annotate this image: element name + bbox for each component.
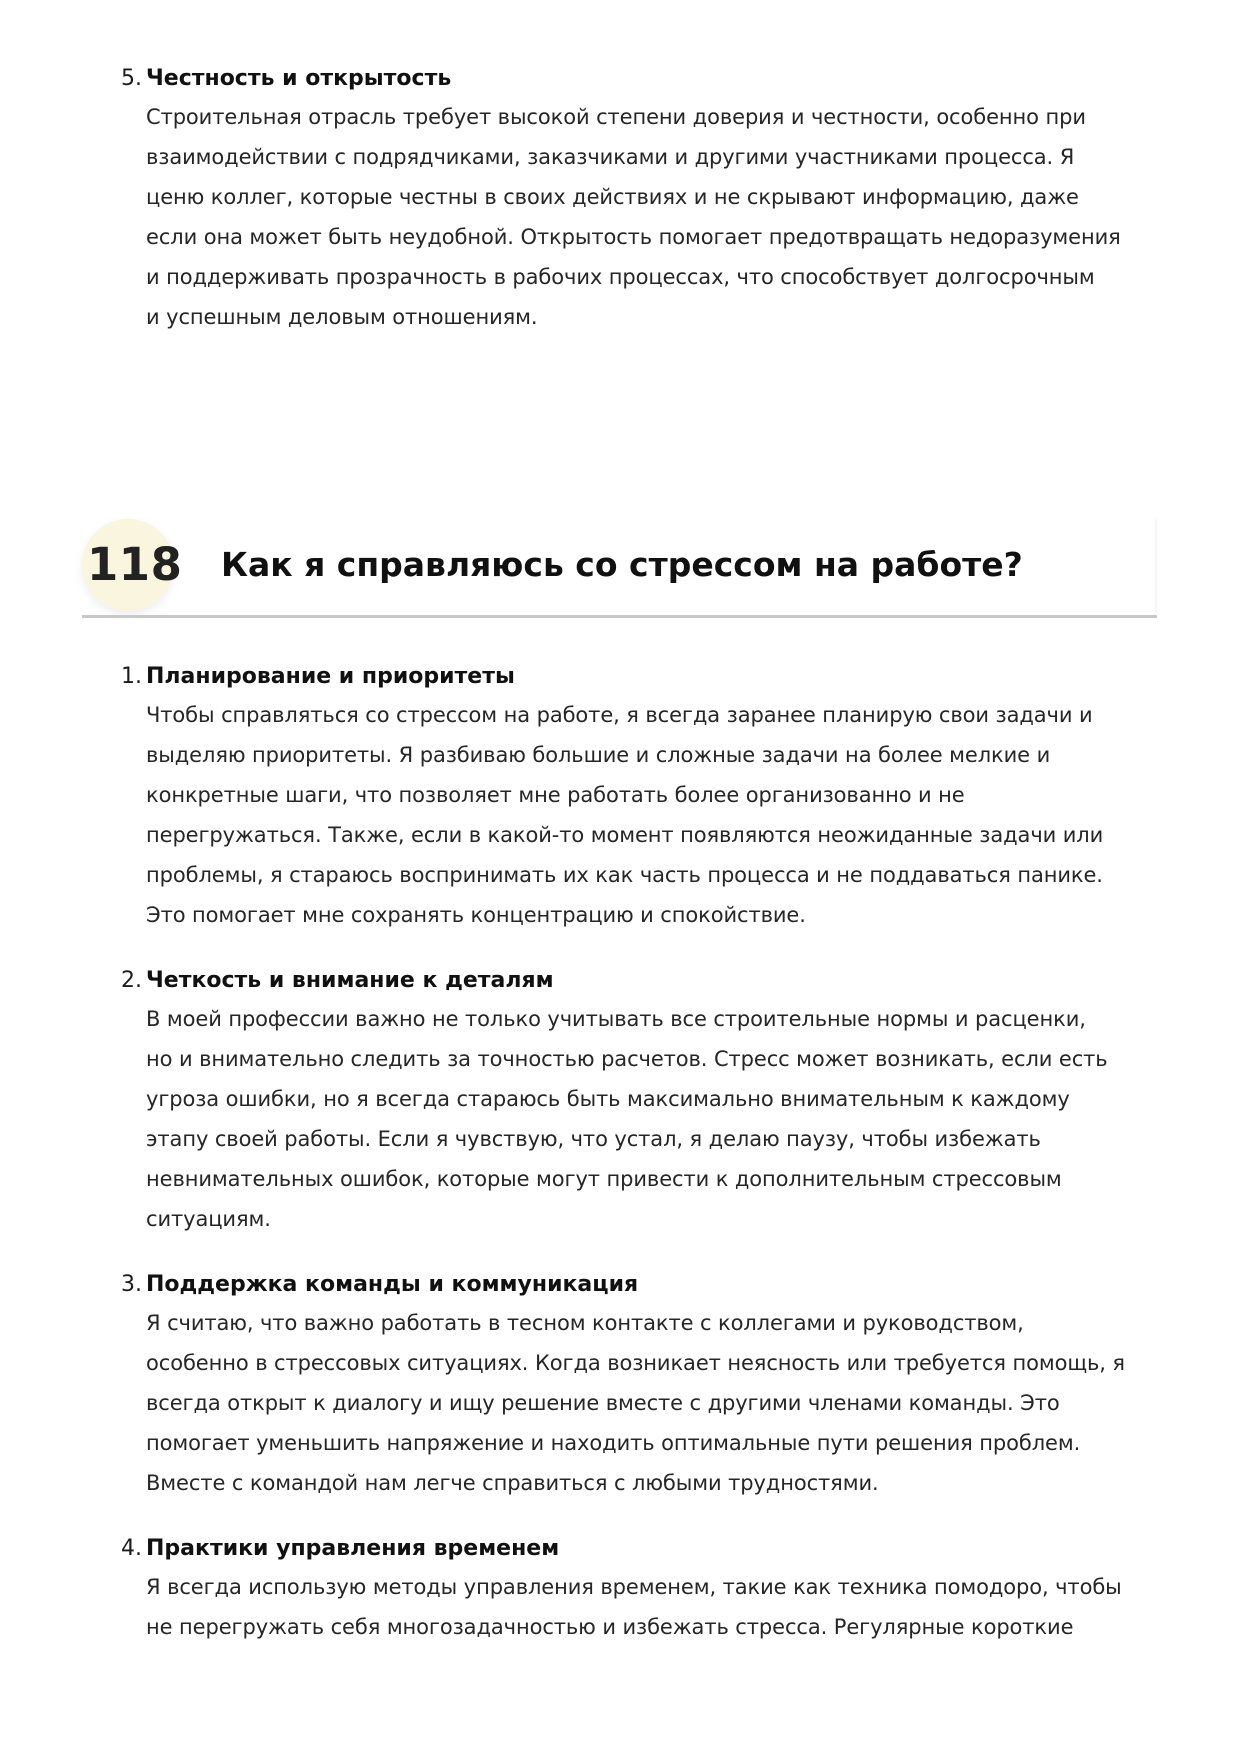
body-line: В моей профессии важно не только учитывать все строительные нормы и расценки, [146, 1007, 1086, 1031]
body-line: всегда открыт к диалогу и ищу решение вместе с другими членами команды. Это [146, 1391, 1060, 1415]
body-line: помогает уменьшить напряжение и находить оптимальные пути решения проблем. [146, 1431, 1081, 1455]
list-item-number: 5. [121, 66, 142, 91]
list-item-body [116, 1567, 1166, 1647]
body-line: ценю коллег, которые честны в своих действиях и не скрывают информацию, даже [146, 185, 1079, 209]
body-line: этапу своей работы. Если я чувствую, что устал, я делаю паузу, чтобы избежать [146, 1127, 1041, 1151]
body-line: если она может быть неудобной. Открытость помогает предотвращать недоразумения [146, 225, 1121, 249]
section-title: Как я справляюсь со стрессом на работе? [221, 545, 1023, 584]
list-item-body [116, 97, 1166, 337]
list-item-body [116, 1303, 1166, 1503]
list-item-body [116, 695, 1166, 935]
list-item-title: Поддержка команды и коммуникация [146, 1272, 639, 1297]
section-header-edge [1154, 519, 1157, 613]
body-line: и успешным деловым отношениям. [146, 305, 538, 329]
body-line: особенно в стрессовых ситуациях. Когда возникает неясность или требуется помощь, я [146, 1351, 1125, 1375]
list-item-title: Планирование и приоритеты [146, 664, 515, 689]
list-item-title: Честность и открытость [146, 66, 452, 91]
body-line: но и внимательно следить за точностью расчетов. Стресс может возникать, если есть [146, 1047, 1108, 1071]
list-item-time-management [116, 1531, 1166, 1647]
body-line: не перегружать себя многозадачностью и избежать стресса. Регулярные короткие [146, 1615, 1074, 1639]
body-line: невнимательных ошибок, которые могут привести к дополнительным стрессовым [146, 1167, 1062, 1191]
list-item-number: 3. [121, 1272, 142, 1297]
section-number: 118 [87, 538, 183, 591]
body-line: выделяю приоритеты. Я разбиваю большие и сложные задачи на более мелкие и [146, 743, 1051, 767]
section-number-badge [82, 519, 183, 611]
list-item-number: 1. [121, 664, 142, 689]
body-line: Вместе с командой нам легче справиться с любыми трудностями. [146, 1471, 879, 1495]
section-divider [82, 615, 1157, 618]
list-item-header [116, 1531, 1166, 1567]
body-line: проблемы, я стараюсь воспринимать их как часть процесса и не поддаваться панике. [146, 863, 1103, 887]
body-line: и поддерживать прозрачность в рабочих процессах, что способствует долгосрочным [146, 265, 1095, 289]
section-header [82, 519, 1162, 619]
body-line: Я считаю, что важно работать в тесном контакте с коллегами и руководством, [146, 1311, 1024, 1335]
body-line: Это помогает мне сохранять концентрацию и спокойствие. [146, 903, 806, 927]
list-item-title: Практики управления временем [146, 1536, 560, 1561]
list-item-honesty [116, 61, 1166, 337]
body-line: Строительная отрасль требует высокой степени доверия и честности, особенно при [146, 105, 1086, 129]
list-item-header [116, 1267, 1166, 1303]
body-line: Я всегда использую методы управления временем, такие как техника помодоро, чтобы [146, 1575, 1122, 1599]
list-item-planning [116, 659, 1166, 935]
list-item-precision [116, 963, 1166, 1239]
body-line: ситуациям. [146, 1207, 271, 1231]
list-item-team-support [116, 1267, 1166, 1503]
list-item-number: 4. [121, 1536, 142, 1561]
list-item-body [116, 999, 1166, 1239]
list-item-number: 2. [121, 968, 142, 993]
list-item-header [116, 659, 1166, 695]
body-line: Чтобы справляться со стрессом на работе, я всегда заранее планирую свои задачи и [146, 703, 1093, 727]
list-item-header [116, 61, 1166, 97]
list-item-header [116, 963, 1166, 999]
body-line: угроза ошибки, но я всегда стараюсь быть максимально внимательным к каждому [146, 1087, 1070, 1111]
list-item-title: Четкость и внимание к деталям [146, 968, 554, 993]
body-line: конкретные шаги, что позволяет мне работать более организованно и не [146, 783, 965, 807]
body-line: взаимодействии с подрядчиками, заказчиками и другими участниками процесса. Я [146, 145, 1075, 169]
body-line: перегружаться. Также, если в какой-то момент появляются неожиданные задачи или [146, 823, 1104, 847]
